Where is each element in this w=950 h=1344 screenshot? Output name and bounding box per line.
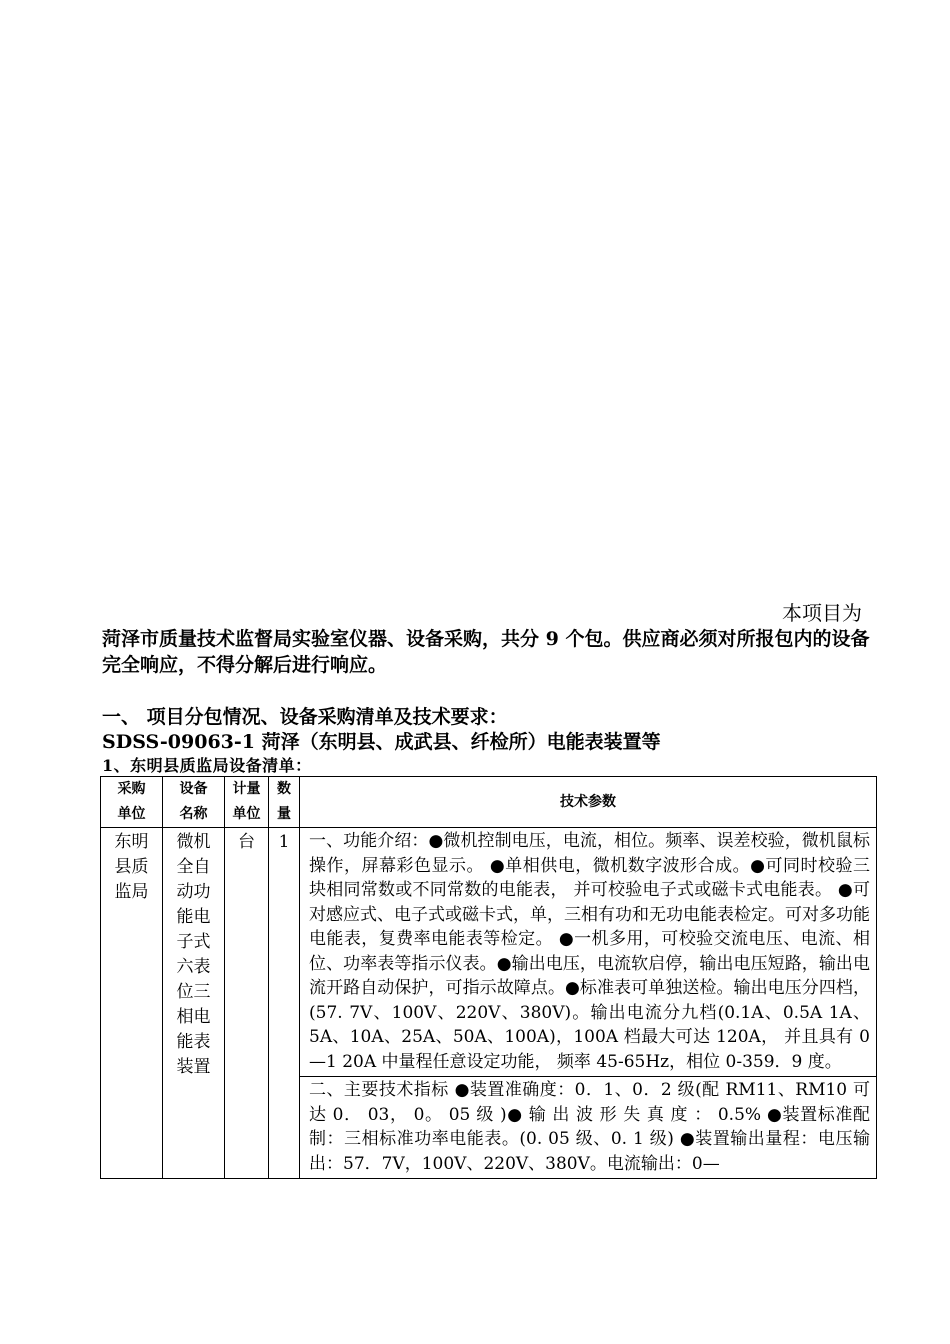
- cell-quantity: 1: [269, 828, 300, 1179]
- package-title: SDSS-09063-1 菏泽（东明县、成武县、纤检所）电能表装置等: [102, 731, 661, 753]
- header-quantity: 数 量: [269, 777, 300, 828]
- cell-tech-specs: 二、主要技术指标 ●装置准确度：0．1、0．2 级(配 RM11、RM10 可达 0． 03， 0。 05 级 )● 输 出 波 形 失 真 度 ： 0.5% ●装置标准配制：三相标准功率电能表。(0. 05 级、0. 1 级) ●装置输出量程：电压输出：57．7V，100V、220V、380V。电流输出：0—: [300, 1077, 877, 1179]
- cell-tech-functions: 一、功能介绍：●微机控制电压，电流，相位。频率、误差校验，微机鼠标操作，屏幕彩色显示。 ●单相供电，微机数字波形合成。●可同时校验三块相同常数或不同常数的电能表， 并可校验电子式或磁卡式电能表。 ●可对感应式、电子式或磁卡式，单，三相有功和无功电能表检定。可对多功能电能表，复费率电能表等检定。 ●一机多用，可校验交流电压、电流、相位、功率表等指示仪表。●输出电压，电流软启停，输出电压短路，输出电流开路自动保护，可指示故障点。●标准表可单独送检。输出电压分四档，(57. 7V、100V、220V、380V)。输出电流分九档(0.1A、0.5A 1A、5A、10A、25A、50A、100A)，100A 档最大可达 120A， 并且具有 0—1 20A 中量程任意设定功能， 频率 45-65Hz，相位 0-359．9 度。: [300, 828, 877, 1077]
- table-header-row: [101, 777, 877, 828]
- section-heading: 一、 项目分包情况、设备采购清单及技术要求：: [102, 706, 508, 728]
- intro-paragraph: 菏泽市质量技术监督局实验室仪器、设备采购，共分 9 个包。供应商必须对所报包内的设备完全响应，不得分解后进行响应。: [102, 628, 870, 676]
- cell-buyer: 东明 县质 监局: [101, 828, 163, 1179]
- equipment-table: [100, 776, 877, 1179]
- header-buyer: 采购 单位: [101, 777, 163, 828]
- intro-lead-text: 本项目为: [782, 601, 862, 625]
- cell-unit: 台: [225, 828, 269, 1179]
- header-equipment-name: 设备 名称: [163, 777, 225, 828]
- table-row: [101, 828, 877, 1077]
- list-title: 1、东明县质监局设备清单：: [102, 756, 312, 775]
- header-unit: 计量 单位: [225, 777, 269, 828]
- cell-equipment-name: 微机 全自 动功 能电 子式 六表 位三 相电 能表 装置: [163, 828, 225, 1179]
- header-tech-params: 技术参数: [300, 777, 877, 828]
